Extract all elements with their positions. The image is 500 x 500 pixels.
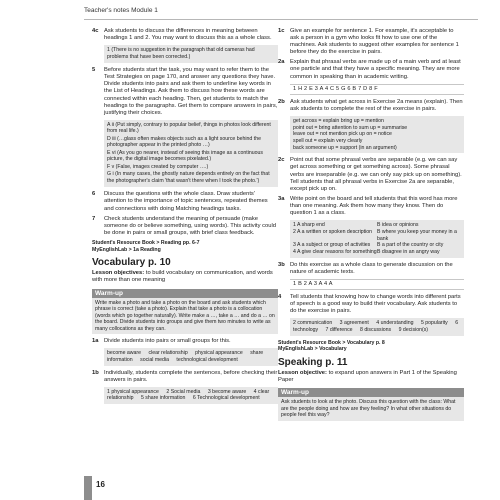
answer-box-4 bbox=[290, 318, 464, 335]
warmup-text: Write make a photo and take a photo on the board and ask students which phrase is correct (take a photo). Explain that take a photo is a collocation (words which go together naturally). Write make a …, take a … and do a … on the board. Divide students into groups and give them two minutes to write as many collocations as they can. bbox=[92, 298, 278, 335]
word-box-1a bbox=[104, 348, 278, 365]
exercise-text: Divide students into pairs or small groups for this. bbox=[104, 338, 231, 344]
word-item: share information bbox=[107, 350, 264, 363]
answer-item: 4 A give clear reasons for something bbox=[293, 248, 377, 255]
answer-box-5 bbox=[104, 120, 278, 188]
answer-item: B a part of the country or city bbox=[377, 242, 444, 249]
left-column bbox=[92, 28, 278, 408]
warmup-heading: Warm-up bbox=[278, 388, 464, 397]
exercise-text: Tell students that knowing how to change words into different parts of speech is a good way to build their vocabulary. Ask students to do the exercise in pairs. bbox=[290, 293, 461, 314]
exercise-text: Check students understand the meaning of persuade (make someone do or believe something, using words). This activity could be done in pairs or small groups, with brief class feedback. bbox=[104, 215, 276, 236]
exercise-text: Discuss the questions with the whole class. Draw students' attention to the importance of topic sentences, repeated themes and connections with doing Matching headings tasks. bbox=[104, 191, 268, 212]
answer-grid-3a bbox=[290, 220, 464, 258]
answer-box-1b bbox=[104, 387, 278, 404]
answer-item: 3 agreement bbox=[339, 320, 369, 327]
answer-item: 8 discussions bbox=[360, 326, 392, 333]
exercise-number: 2b bbox=[278, 98, 285, 105]
exercise-text: Ask students to discuss the differences in meaning between headings 1 and 2. You may want to discuss this as a whole class. bbox=[104, 28, 272, 42]
answer-line: 1 (There is no suggestion in the paragraph that old cameras had problems that have been corrected.) bbox=[107, 47, 255, 60]
exercise-4 bbox=[278, 294, 464, 315]
word-item: social media bbox=[140, 356, 169, 363]
exercise-number: 2c bbox=[278, 157, 285, 164]
section-title-vocabulary: Vocabulary p. 10 bbox=[92, 257, 171, 269]
answer-item: 2 A a written or spoken description bbox=[293, 228, 373, 235]
exercise-number: 7 bbox=[92, 215, 96, 222]
lesson-objectives bbox=[278, 370, 464, 384]
answer-item: 6 Technological development bbox=[192, 395, 260, 402]
objectives-label: Lesson objectives: bbox=[92, 270, 145, 277]
answer-item: 3 become aware bbox=[207, 388, 247, 395]
exercise-number: 3a bbox=[278, 195, 285, 202]
answer-item: B disagree in an angry way bbox=[377, 248, 440, 255]
exercise-number: 6 bbox=[92, 191, 96, 198]
exercise-2b bbox=[278, 99, 464, 113]
resource-ref: MyEnglishLab > 1a Reading bbox=[92, 246, 161, 253]
running-header-title: Teacher's notes Module 1 bbox=[84, 7, 158, 14]
exercise-text: Individually, students complete the sentences, before checking their answers in pairs. bbox=[104, 369, 278, 383]
exercise-3a bbox=[278, 196, 464, 217]
exercise-text: Ask students what get across in Exercise 2a means (explain). Then ask students to complete the rest of the exercise in pairs. bbox=[290, 98, 463, 112]
exercise-number: 4c bbox=[92, 28, 99, 34]
exercise-number: 1a bbox=[92, 338, 99, 344]
warmup-heading: Warm-up bbox=[92, 289, 278, 298]
resource-ref: Student's Resource Book > Reading pp. 6-7 bbox=[92, 239, 200, 246]
exercise-number: 4 bbox=[278, 293, 282, 300]
exercise-text: Explain that phrasal verbs are made up of a main verb and at least one particle and that they have a specific meaning. They are more common in speaking than in academic writing. bbox=[290, 59, 461, 80]
exercise-1a bbox=[92, 338, 278, 345]
exercise-text: Give an example for sentence 1. For example, it's acceptable to ask a person in a gym who looks fit how to use one of the machines. Ask students to suggest other examples for sentence 1 before they do the exercise in pairs. bbox=[290, 28, 459, 56]
answer-item: 2 communication bbox=[293, 320, 333, 327]
warmup-text: Ask students to look at the photo. Discuss this question with the class: What are the people doing and how are they feeling? In what other situations do people feel this way? bbox=[278, 397, 464, 421]
resource-ref: MyEnglishLab > Vocabulary bbox=[278, 346, 347, 353]
exercise-3b bbox=[278, 262, 464, 276]
answer-item: 7 difference bbox=[325, 326, 353, 333]
word-item: technological development bbox=[176, 356, 238, 363]
resource-references bbox=[92, 240, 278, 253]
answer-line: spell out = explain very clearly bbox=[293, 137, 363, 144]
running-header bbox=[84, 6, 478, 20]
lesson-objectives bbox=[92, 270, 278, 284]
answer-item: 5 share information bbox=[140, 395, 186, 402]
answer-item: 5 popularity bbox=[420, 320, 448, 327]
exercise-5 bbox=[92, 67, 278, 117]
answer-line: G i (In many cases, the ghostly nature depends entirely on the fact that the photographer's claim 'that wasn't there when I took the photo.') bbox=[107, 171, 270, 184]
answer-item: 3 A a subject or group of activities bbox=[293, 242, 371, 249]
word-item: physical appearance bbox=[195, 350, 243, 357]
resource-ref: Student's Resource Book > Vocabulary p. 8 bbox=[278, 339, 385, 346]
exercise-7 bbox=[92, 216, 278, 237]
exercise-number: 1c bbox=[278, 28, 285, 34]
exercise-2a bbox=[278, 59, 464, 80]
exercise-6 bbox=[92, 191, 278, 212]
exercise-text: Do this exercise as a whole class to generate discussion on the nature of academic texts. bbox=[290, 261, 453, 275]
answer-key-3b: 1 B 2 A 3 A 4 A bbox=[290, 279, 464, 290]
page-number: 16 bbox=[96, 480, 105, 489]
resource-references bbox=[278, 340, 464, 353]
word-item: clear relationship bbox=[148, 350, 188, 357]
answer-item: B where you keep your money in a bank bbox=[377, 228, 457, 242]
answer-line: A ii (Put simply, contrary to popular belief, things in photos look different from real life.) bbox=[107, 121, 271, 135]
exercise-2c bbox=[278, 157, 464, 192]
exercise-text: Before students start the task, you may want to refer them to the Test Strategies on page 170, and answer any questions they have. Divide students into pairs and ask them to underline key words in the List of Headings. Ask them to discuss how these words are connected within each heading. Then, get students to match the headings to the paragraphs. Get them to compare answers in pairs, justifying their choices. bbox=[104, 67, 278, 116]
exercise-text: Write point on the board and tell students that this word has more than one meaning. Ask them how many they know. Then do question 1 as a class. bbox=[290, 195, 458, 217]
answer-item: 9 decision(s) bbox=[398, 326, 429, 333]
answer-line: leave out = not mention pick up on = notice bbox=[293, 131, 392, 138]
answer-line: F v (False, images created by computer ….) bbox=[107, 163, 209, 170]
answer-line: back someone up = support (in an argument) bbox=[293, 144, 397, 151]
answer-line: D iii (…glass often makes objects such as a light source behind the photographer appear in the printed photo …) bbox=[107, 135, 261, 149]
answer-item: 4 clear relationship bbox=[107, 388, 270, 402]
answer-item: 1 A sharp end bbox=[293, 222, 325, 229]
answer-box-2b bbox=[290, 116, 464, 154]
answer-item: 4 understanding bbox=[376, 320, 414, 327]
answer-line: point out = bring attention to sum up = summarise bbox=[293, 124, 408, 131]
objectives-text: to build vocabulary on communication, and words with more than one meaning bbox=[92, 270, 273, 284]
exercise-number: 3b bbox=[278, 261, 285, 268]
answer-line: get across = explain bring up = mention bbox=[293, 117, 384, 124]
answer-key-2a: 1 H 2 E 3 A 4 C 5 G 6 B 7 D 8 F bbox=[290, 84, 464, 95]
page-number-bar bbox=[84, 476, 92, 500]
exercise-number: 5 bbox=[92, 67, 96, 74]
exercise-text: Point out that some phrasal verbs are separable (e.g. we can say get across something or get something across). Some phrasal verbs are inseparable (e.g. we can only say pick up on something). Tell students that all phrasal verbs in Exercise 2a are separable, except pick up on. bbox=[290, 157, 462, 192]
objectives-text: to expand upon answers in Part 1 of the Speaking Paper bbox=[278, 369, 457, 383]
answer-item: 2 Social media bbox=[166, 388, 201, 395]
exercise-number: 2a bbox=[278, 59, 285, 66]
word-item: become aware bbox=[107, 350, 142, 357]
answer-item: 6 technology bbox=[293, 320, 459, 333]
objectives-label: Lesson objective: bbox=[278, 369, 327, 376]
answer-item: 1 physical appearance bbox=[107, 388, 159, 395]
exercise-4c bbox=[92, 28, 278, 42]
exercise-1c bbox=[278, 28, 464, 56]
answer-box-4c bbox=[104, 45, 278, 63]
right-column bbox=[278, 28, 464, 425]
exercise-number: 1b bbox=[92, 369, 99, 376]
section-title-speaking: Speaking p. 11 bbox=[278, 356, 348, 368]
answer-item: B idea or opinions bbox=[377, 222, 419, 229]
exercise-1b bbox=[92, 370, 278, 384]
answer-line: E vi (As you go nearer, instead of seeing this image as a continuous picture, the digital image becomes pixelated.) bbox=[107, 149, 264, 163]
